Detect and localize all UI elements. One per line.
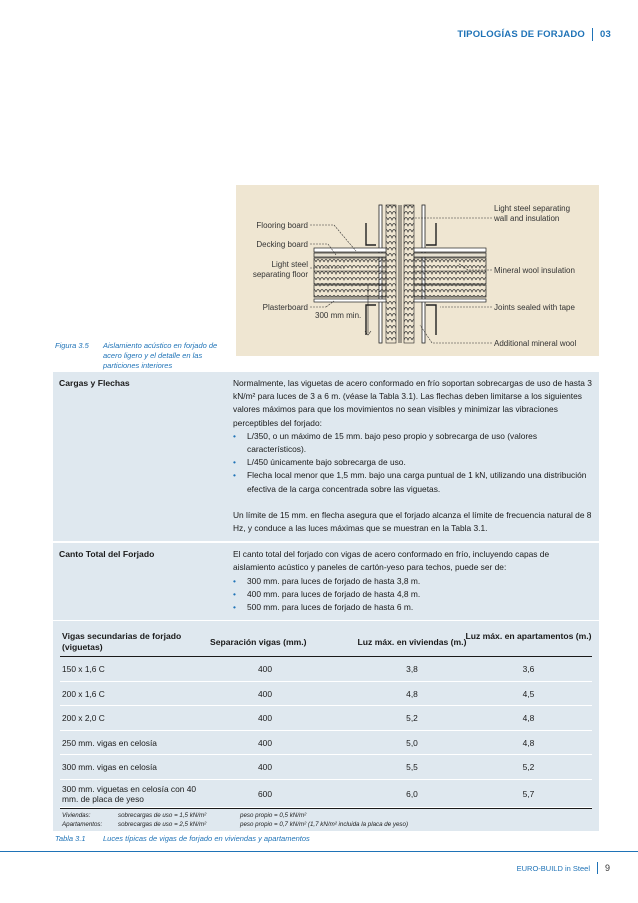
label-wall: Light steel separating: [494, 204, 571, 213]
running-header: [457, 28, 611, 41]
label-separating-floor: separating floor: [252, 270, 308, 279]
list-item: • Flecha local menor que 1,5 mm. bajo una carga puntual de 1 kN, utilizando una distribución efectiva de la carga concentrada sobre las viguetas.: [233, 470, 587, 494]
footer-separator: [597, 862, 598, 874]
table-row: 150 x 1,6 C 400 3,8 3,6: [60, 657, 592, 682]
label-decking-board: Decking board: [256, 240, 308, 249]
page-number: 9: [604, 863, 610, 873]
label-light-steel: Light steel: [271, 260, 308, 269]
label-wall-insulation: wall and insulation: [494, 214, 560, 223]
publication-name: EURO-BUILD in Steel: [516, 863, 590, 873]
running-footer: [517, 862, 610, 874]
loads-intro: Normalmente, las viguetas de acero conformado en frío soportan sobrecargas de uso de hasta 3 kN/m² para luces de 3 a 6 m. (véase la Tabla 3.1). Las flechas deben limitarse a los siguientes valores máximos para que los movimientos no sean visibles y minimizar las vibraciones perceptibles del forjado:: [233, 378, 592, 428]
depth-row: [53, 543, 599, 622]
design-info-table: [53, 372, 599, 622]
table-notes: [60, 808, 592, 831]
label-plasterboard: Plasterboard: [262, 303, 308, 312]
chapter-number: 03: [600, 29, 611, 40]
list-item: • 400 mm. para luces de forjado de hasta 4,8 m.: [233, 588, 421, 599]
table-row: 250 mm. vigas en celosía 400 5,0 4,8: [60, 731, 592, 756]
loads-row: [53, 372, 599, 543]
table-number: Tabla 3.1: [55, 834, 86, 843]
note-apartments-label: Apartamentos:: [62, 820, 103, 828]
depth-label: Canto Total del Forjado: [59, 549, 155, 560]
list-item: • 300 mm. para luces de forjado de hasta 3,8 m.: [233, 575, 421, 586]
label-mineral-wool: Mineral wool insulation: [494, 266, 575, 275]
figure-caption-text: Aislamiento acústico en forjado de acero ligero y el detalle en las particiones interiores: [103, 341, 218, 370]
header-joists: Vigas secundarias de forjado (viguetas): [62, 631, 182, 652]
table-caption-text: Luces típicas de vigas de forjado en viviendas y apartamentos: [103, 834, 310, 843]
list-item: • 500 mm. para luces de forjado de hasta 6 m.: [233, 602, 414, 613]
loads-outro: Un límite de 15 mm. en flecha asegura que el forjado alcanza el límite de frecuencia natural de 8 Hz, y conduce a las luces máximas que se muestran en la Tabla 3.1.: [233, 509, 592, 534]
span-table: [53, 621, 599, 831]
table-row: 300 mm. viguetas en celosía con 40 mm. de placa de yeso 600 6,0 5,7: [60, 780, 592, 808]
depth-body: [233, 543, 599, 620]
note-apartments-load: sobrecargas de uso = 2,5 kN/m²: [118, 820, 207, 828]
acoustic-detail-figure: [236, 185, 599, 356]
table-row: 200 x 1,6 C 400 4,8 4,5: [60, 682, 592, 707]
table-row: 300 mm. vigas en celosía 400 5,5 5,2: [60, 755, 592, 780]
header-span-houses: Luz máx. en viviendas (m.): [357, 637, 467, 647]
table-header: [60, 621, 592, 657]
note-houses-label: Viviendas:: [62, 811, 91, 819]
label-min-spacing: 300 mm min.: [315, 311, 362, 320]
footer-divider: [0, 851, 638, 852]
loads-body: [233, 372, 599, 541]
label-flooring-board: Flooring board: [256, 221, 308, 230]
figure-number: Figura 3.5: [55, 341, 89, 350]
note-apartments-self: peso propio = 0,7 kN/m² (1,7 kN/m² incluida la placa de yeso): [240, 820, 408, 828]
table-caption: [55, 834, 310, 843]
list-item: • L/350, o un máximo de 15 mm. bajo peso propio y sobrecarga de uso (valores característicos).: [233, 430, 538, 455]
note-houses-self: peso propio = 0,5 kN/m²: [240, 811, 307, 819]
header-span-apartments: Luz máx. en apartamentos (m.): [465, 631, 592, 641]
loads-label: Cargas y Flechas: [59, 378, 130, 388]
floor-section-drawing: [236, 185, 599, 356]
section-title: TIPOLOGÍAS DE FORJADO: [457, 29, 586, 40]
header-spacing: Separación vigas (mm.): [210, 637, 307, 647]
label-joints: Joints sealed with tape: [494, 303, 575, 312]
table-row: 200 x 2,0 C 400 5,2 4,8: [60, 706, 592, 731]
depth-intro: El canto total del forjado con vigas de acero conformado en frío, incluyendo capas de aislamiento acústico y paneles de cartón-yeso para techos, puede ser de:: [233, 549, 550, 573]
label-additional-wool: Additional mineral wool: [494, 339, 577, 348]
note-houses-load: sobrecargas de uso = 1,5 kN/m²: [118, 811, 207, 819]
list-item: • L/450 únicamente bajo sobrecarga de uso.: [233, 457, 406, 468]
header-divider: [592, 28, 593, 41]
